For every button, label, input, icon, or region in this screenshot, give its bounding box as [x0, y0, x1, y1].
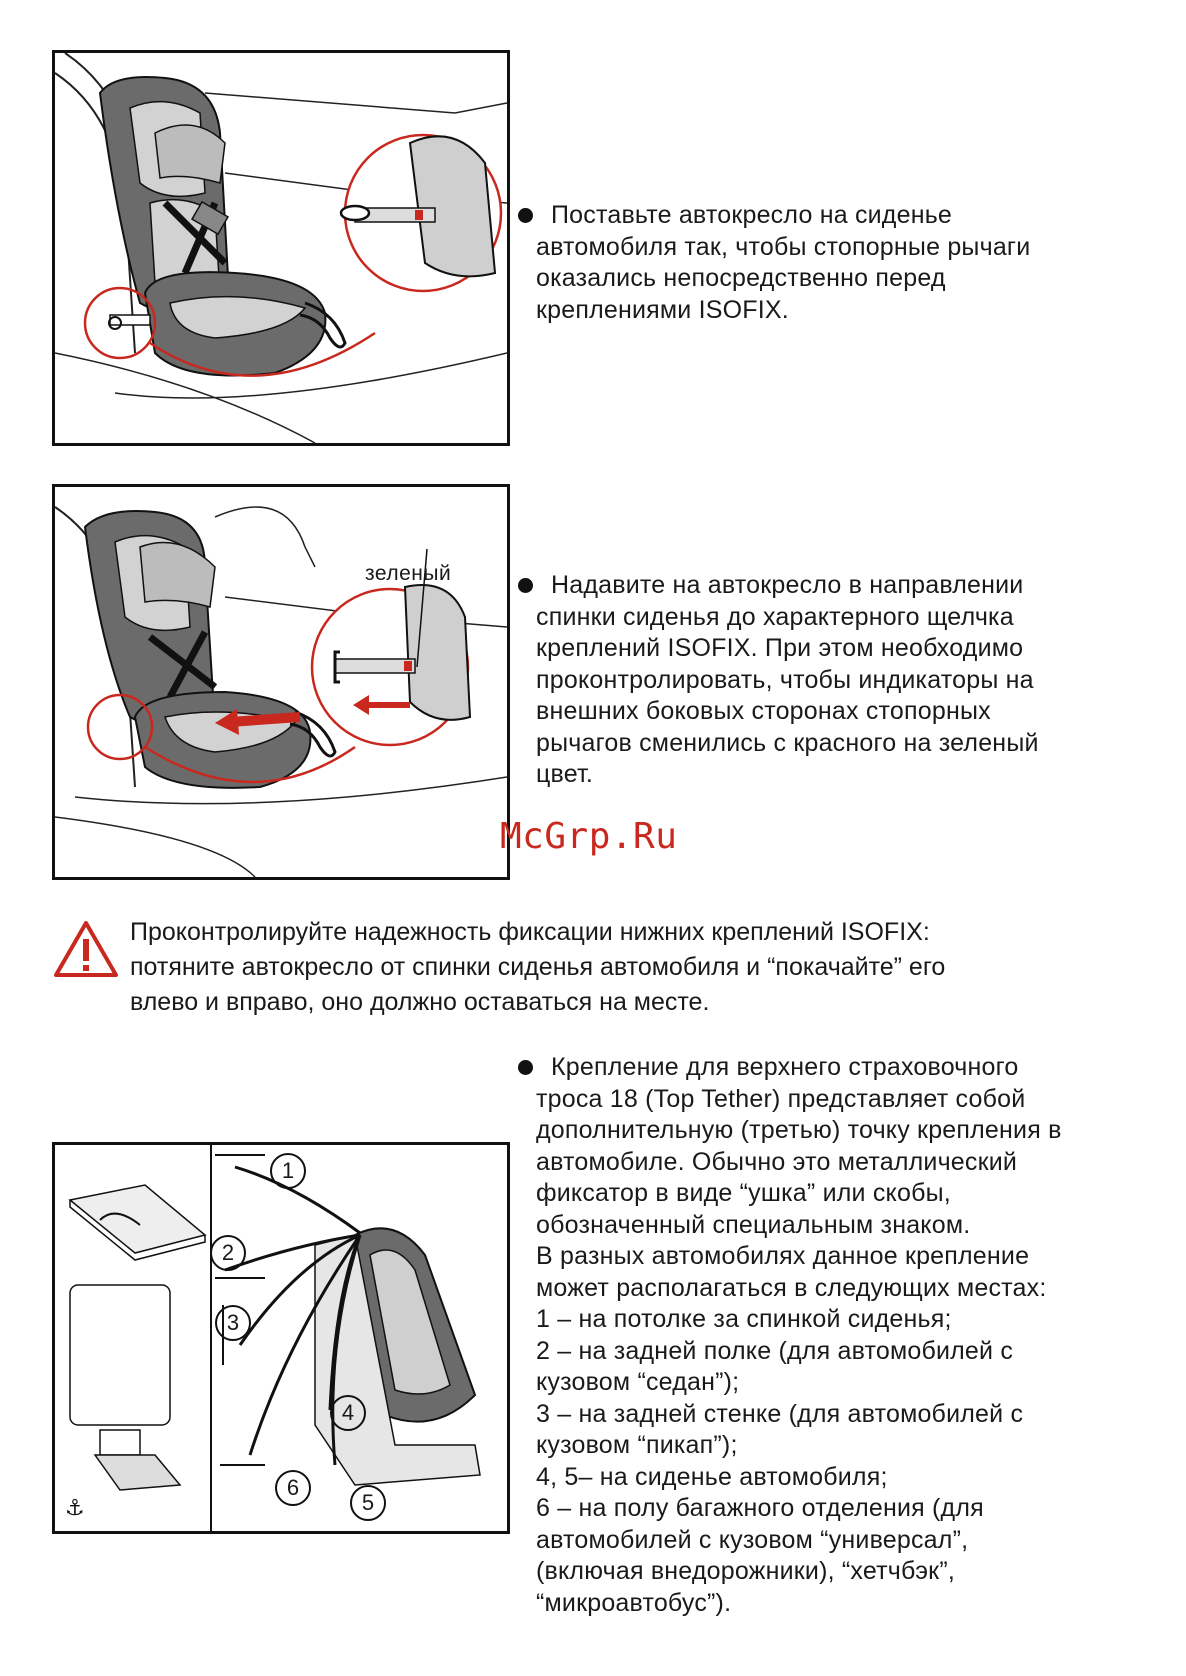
step3-line: 4, 5– на сиденье автомобиля; — [536, 1462, 888, 1491]
step3-line: дополнительную (третью) точку крепления в — [536, 1116, 1062, 1144]
step1-line: автомобиля так, чтобы стопорные рычаги — [536, 232, 1031, 261]
step2-line: Надавите на автокресло в направлении — [551, 571, 1024, 599]
step2-instruction — [510, 570, 1170, 791]
indicator-label-green: зеленый — [365, 562, 452, 585]
step3-line: кузовом “пикап”); — [536, 1431, 738, 1459]
step3-line: 3 – на задней стенке (для автомобилей с — [536, 1399, 1024, 1428]
anchor-number-6: 6 — [275, 1470, 311, 1506]
bullet-icon — [518, 1060, 533, 1075]
step1-instruction — [510, 200, 1150, 326]
car-seat-illustration-1 — [55, 53, 507, 443]
step3-line: (включая внедорожники), “хетчбэк”, — [536, 1557, 955, 1585]
step3-line: Крепление для верхнего страховочного — [551, 1053, 1019, 1081]
step3-line: троса 18 (Top Tether) представляет собой — [536, 1084, 1026, 1113]
step1-line: оказались непосредственно перед — [536, 264, 946, 292]
warning-text — [130, 915, 1130, 1020]
step2-line: проконтролировать, чтобы индикаторы на — [536, 665, 1034, 694]
warning-triangle-icon — [52, 919, 120, 979]
car-seat-illustration-2 — [55, 487, 507, 877]
anchor-number-2: 2 — [210, 1235, 246, 1271]
step3-line: 2 – на задней полке (для автомобилей с — [536, 1336, 1014, 1365]
anchor-number-3: 3 — [215, 1305, 251, 1341]
warning-line: Проконтролируйте надежность фиксации нижних креплений ISOFIX: — [130, 918, 930, 946]
step2-line: цвет. — [536, 760, 594, 788]
step3-line: “микроавтобус”). — [536, 1588, 732, 1617]
step3-line: В разных автомобилях данное крепление — [536, 1242, 1030, 1270]
step3-line: автомобилей с кузовом “универсал”, — [536, 1525, 969, 1554]
step2-line: креплений ISOFIX. При этом необходимо — [536, 634, 1024, 662]
step2-line: спинки сиденья до характерного щелчка — [536, 602, 1014, 631]
warning-line: влево и вправо, оно должно оставаться на месте. — [130, 988, 710, 1016]
step1-line: креплениями ISOFIX. — [536, 295, 789, 324]
step3-line: кузовом “седан”); — [536, 1368, 740, 1396]
step2-line: внешних боковых сторонах стопорных — [536, 697, 991, 725]
anchor-number-5: 5 — [350, 1485, 386, 1521]
watermark: McGrp.Ru — [500, 816, 678, 857]
step3-line: 1 – на потолке за спинкой сиденья; — [536, 1305, 952, 1333]
step3-instruction — [510, 1052, 1170, 1619]
bullet-icon — [518, 578, 533, 593]
step1-line: Поставьте автокресло на сиденье — [551, 201, 953, 229]
anchor-number-1: 1 — [270, 1153, 306, 1189]
figure-isofix-click — [52, 484, 510, 880]
step3-line: обозначенный специальным знаком. — [536, 1210, 971, 1239]
figure-isofix-position — [52, 50, 510, 446]
anchor-number-4: 4 — [330, 1395, 366, 1431]
figure-top-tether — [52, 1142, 510, 1534]
step2-line: рычагов сменились с красного на зеленый — [536, 728, 1039, 757]
step3-line: 6 – на полу багажного отделения (для — [536, 1494, 984, 1522]
bullet-icon — [518, 208, 533, 223]
warning-line: потяните автокресло от спинки сиденья автомобиля и “покачайте” его — [130, 953, 946, 981]
step3-line: может располагаться в следующих местах: — [536, 1273, 1047, 1302]
step3-line: фиксатор в виде “ушка” или скобы, — [536, 1179, 951, 1207]
svg-text:⚓: ⚓ — [65, 1496, 85, 1521]
step3-line: автомобиле. Обычно это металлический — [536, 1147, 1018, 1176]
